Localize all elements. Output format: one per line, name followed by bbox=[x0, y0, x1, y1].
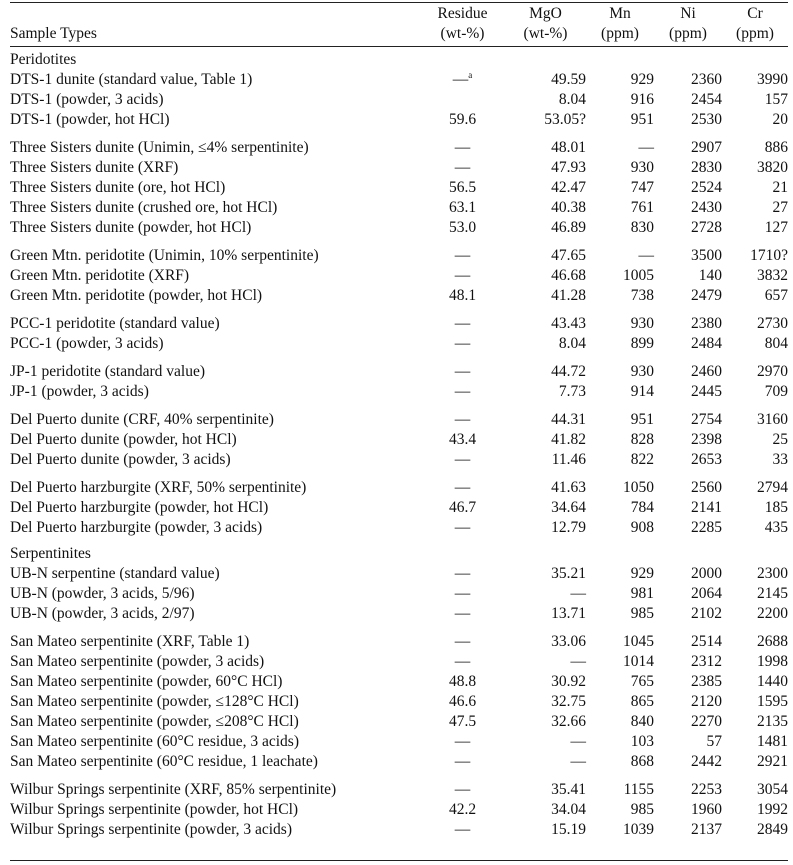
cr-cell: 157 bbox=[764, 91, 788, 108]
ni-cell: 2380 bbox=[691, 315, 722, 332]
sample-name-cell: San Mateo serpentinite (powder, 3 acids) bbox=[10, 653, 265, 670]
mgo-cell: 34.04 bbox=[551, 801, 586, 818]
sample-name-cell: Del Puerto dunite (CRF, 40% serpentinite) bbox=[10, 411, 274, 428]
mn-cell: 761 bbox=[630, 199, 654, 216]
residue-cell: — bbox=[454, 565, 471, 582]
cr-cell: 2849 bbox=[757, 821, 788, 838]
header-ni-name: Ni bbox=[680, 5, 696, 22]
cr-cell: 33 bbox=[772, 451, 788, 468]
mn-cell: 1045 bbox=[623, 633, 654, 650]
table-row bbox=[10, 780, 788, 800]
table-row bbox=[10, 652, 788, 672]
row-spacer bbox=[10, 402, 788, 410]
mn-cell: 830 bbox=[630, 219, 654, 236]
table-header bbox=[10, 4, 788, 44]
mn-cell: 951 bbox=[630, 111, 654, 128]
cr-cell: 2970 bbox=[757, 363, 788, 380]
top-rule bbox=[10, 2, 788, 3]
mn-cell: 985 bbox=[630, 801, 654, 818]
cr-cell: 2135 bbox=[757, 713, 788, 730]
residue-cell: — bbox=[454, 821, 471, 838]
cr-cell: 2200 bbox=[757, 605, 788, 622]
row-spacer bbox=[10, 470, 788, 478]
ni-cell: 2253 bbox=[691, 781, 722, 798]
residue-cell: — bbox=[454, 383, 471, 400]
residue-cell bbox=[420, 90, 505, 110]
header-ni-unit: (ppm) bbox=[669, 25, 707, 42]
mn-cell: 1155 bbox=[623, 781, 654, 798]
mgo-cell: — bbox=[570, 585, 586, 602]
table-row bbox=[10, 314, 788, 334]
sample-name-cell: Del Puerto harzburgite (XRF, 50% serpentinite) bbox=[10, 479, 307, 496]
cr-cell: 1998 bbox=[757, 653, 788, 670]
sample-name-cell: DTS-1 (powder, 3 acids) bbox=[10, 91, 164, 108]
mgo-cell: 49.59 bbox=[551, 71, 586, 88]
mgo-cell: 7.73 bbox=[558, 383, 586, 400]
mn-cell: 929 bbox=[630, 565, 654, 582]
composition-table bbox=[10, 4, 788, 840]
residue-cell: — bbox=[454, 753, 471, 770]
mgo-cell: 42.47 bbox=[551, 179, 586, 196]
header-cr-name: Cr bbox=[747, 5, 763, 22]
residue-cell: — bbox=[454, 267, 471, 284]
mgo-cell: 46.89 bbox=[551, 219, 586, 236]
residue-cell: 48.8 bbox=[448, 673, 477, 690]
mn-cell: 908 bbox=[630, 519, 654, 536]
header-mn-name: Mn bbox=[609, 5, 631, 22]
mgo-cell: 34.64 bbox=[551, 499, 586, 516]
mn-cell: 951 bbox=[630, 411, 654, 428]
header-residue-name: Residue bbox=[437, 5, 488, 22]
cr-cell: 1992 bbox=[757, 801, 788, 818]
table-row bbox=[10, 692, 788, 712]
mn-cell: 738 bbox=[630, 287, 654, 304]
sample-name-cell: San Mateo serpentinite (XRF, Table 1) bbox=[10, 633, 250, 650]
table-row bbox=[10, 218, 788, 238]
mn-cell: — bbox=[638, 247, 654, 264]
mn-cell: 981 bbox=[630, 585, 654, 602]
cr-cell: 804 bbox=[764, 335, 788, 352]
ni-cell: 2560 bbox=[691, 479, 722, 496]
sample-name-cell: JP-1 (powder, 3 acids) bbox=[10, 383, 149, 400]
sample-name-cell: PCC-1 (powder, 3 acids) bbox=[10, 335, 164, 352]
row-spacer bbox=[10, 354, 788, 362]
cr-cell: 1481 bbox=[757, 733, 788, 750]
mn-cell: 1050 bbox=[623, 479, 654, 496]
header-cr-unit: (ppm) bbox=[736, 25, 774, 42]
ni-cell: 2102 bbox=[691, 605, 722, 622]
residue-cell: 63.1 bbox=[448, 199, 477, 216]
sample-name-cell: Green Mtn. peridotite (powder, hot HCl) bbox=[10, 287, 263, 304]
ni-cell: 2479 bbox=[691, 287, 722, 304]
sample-name-cell: DTS-1 (powder, hot HCl) bbox=[10, 111, 170, 128]
mn-cell: 865 bbox=[630, 693, 654, 710]
table-row bbox=[10, 672, 788, 692]
sample-name-cell: Del Puerto harzburgite (powder, hot HCl) bbox=[10, 499, 269, 516]
sample-name-cell: Three Sisters dunite (powder, hot HCl) bbox=[10, 219, 252, 236]
mn-cell: 914 bbox=[630, 383, 654, 400]
residue-cell: 48.1 bbox=[448, 287, 477, 304]
ni-cell: 1960 bbox=[691, 801, 722, 818]
table-row bbox=[10, 382, 788, 402]
sample-name-cell: Green Mtn. peridotite (XRF) bbox=[10, 267, 190, 284]
ni-cell: 2460 bbox=[691, 363, 722, 380]
mgo-cell: 8.04 bbox=[558, 91, 586, 108]
residue-cell: — bbox=[454, 139, 471, 156]
sample-name-cell: UB-N (powder, 3 acids, 5/96) bbox=[10, 585, 195, 602]
mgo-cell: 30.92 bbox=[551, 673, 586, 690]
residue-cell: 47.5 bbox=[448, 713, 477, 730]
table-row bbox=[10, 712, 788, 732]
header-mgo-name: MgO bbox=[529, 5, 562, 22]
table-row bbox=[10, 604, 788, 624]
mgo-cell: 15.19 bbox=[551, 821, 586, 838]
residue-cell: — bbox=[454, 315, 471, 332]
table-row bbox=[10, 752, 788, 772]
table-row bbox=[10, 498, 788, 518]
sample-name-cell: UB-N serpentine (standard value) bbox=[10, 565, 220, 582]
sample-name-cell: JP-1 peridotite (standard value) bbox=[10, 363, 205, 380]
cr-cell: 1595 bbox=[757, 693, 788, 710]
row-spacer bbox=[10, 306, 788, 314]
mgo-cell: 47.65 bbox=[551, 247, 586, 264]
mgo-cell: 8.04 bbox=[558, 335, 586, 352]
sample-name-cell: Wilbur Springs serpentinite (powder, 3 acids) bbox=[10, 821, 292, 838]
table-row bbox=[10, 246, 788, 266]
ni-cell: 2754 bbox=[691, 411, 722, 428]
ni-cell: 2270 bbox=[691, 713, 722, 730]
mgo-cell: 41.63 bbox=[551, 479, 586, 496]
residue-cell: — bbox=[454, 451, 471, 468]
sample-name-cell: San Mateo serpentinite (powder, 60°C HCl) bbox=[10, 673, 283, 690]
ni-cell: 2907 bbox=[691, 139, 722, 156]
table-row bbox=[10, 518, 788, 538]
ni-cell: 2141 bbox=[691, 499, 722, 516]
sample-name-cell: Del Puerto harzburgite (powder, 3 acids) bbox=[10, 519, 263, 536]
section-title: Serpentinites bbox=[10, 545, 91, 562]
cr-cell: 1440 bbox=[757, 673, 788, 690]
mgo-cell: 32.66 bbox=[551, 713, 586, 730]
cr-cell: 185 bbox=[764, 499, 788, 516]
mgo-cell: 44.31 bbox=[551, 411, 586, 428]
residue-cell: 43.4 bbox=[448, 431, 477, 448]
cr-cell: 886 bbox=[764, 139, 788, 156]
mn-cell: 822 bbox=[630, 451, 654, 468]
table-row bbox=[10, 178, 788, 198]
mn-cell: 1014 bbox=[623, 653, 654, 670]
table-row bbox=[10, 362, 788, 382]
residue-cell: — bbox=[454, 479, 471, 496]
row-spacer bbox=[10, 238, 788, 246]
residue-cell: — bbox=[454, 159, 471, 176]
table-row bbox=[10, 158, 788, 178]
table-row bbox=[10, 266, 788, 286]
mgo-cell: 40.38 bbox=[551, 199, 586, 216]
residue-cell: 53.0 bbox=[448, 219, 477, 236]
residue-cell: — bbox=[454, 781, 471, 798]
ni-cell: 2524 bbox=[691, 179, 722, 196]
mgo-cell: — bbox=[570, 733, 586, 750]
section-row bbox=[10, 544, 788, 564]
sample-name-cell: Wilbur Springs serpentinite (XRF, 85% serpentinite) bbox=[10, 781, 337, 798]
mn-cell: 930 bbox=[630, 159, 654, 176]
ni-cell: 57 bbox=[706, 733, 722, 750]
sample-name-cell: Del Puerto dunite (powder, 3 acids) bbox=[10, 451, 231, 468]
table-row bbox=[10, 286, 788, 306]
table-row bbox=[10, 138, 788, 158]
ni-cell: 2514 bbox=[691, 633, 722, 650]
cr-cell: 3990 bbox=[757, 71, 788, 88]
sample-name-cell: San Mateo serpentinite (powder, ≤128°C HCl) bbox=[10, 693, 299, 710]
table-row bbox=[10, 110, 788, 130]
ni-cell: 2728 bbox=[691, 219, 722, 236]
cr-cell: 3160 bbox=[757, 411, 788, 428]
mgo-cell: 12.79 bbox=[551, 519, 586, 536]
row-spacer bbox=[10, 624, 788, 632]
mgo-cell: 35.21 bbox=[551, 565, 586, 582]
cr-cell: 20 bbox=[772, 111, 788, 128]
mn-cell: 828 bbox=[630, 431, 654, 448]
mn-cell: 985 bbox=[630, 605, 654, 622]
cr-cell: 435 bbox=[764, 519, 788, 536]
sample-name-cell: DTS-1 dunite (standard value, Table 1) bbox=[10, 71, 253, 88]
mn-cell: 840 bbox=[630, 713, 654, 730]
ni-cell: 2653 bbox=[691, 451, 722, 468]
mn-cell: — bbox=[638, 139, 654, 156]
ni-cell: 2484 bbox=[691, 335, 722, 352]
residue-cell: — bbox=[454, 733, 471, 750]
mgo-cell: — bbox=[570, 653, 586, 670]
sample-name-cell: San Mateo serpentinite (powder, ≤208°C HCl) bbox=[10, 713, 299, 730]
header-mgo-unit: (wt-%) bbox=[523, 25, 568, 42]
table-row bbox=[10, 450, 788, 470]
mn-cell: 916 bbox=[630, 91, 654, 108]
ni-cell: 2445 bbox=[691, 383, 722, 400]
mgo-cell: 47.93 bbox=[551, 159, 586, 176]
cr-cell: 3832 bbox=[757, 267, 788, 284]
ni-cell: 2137 bbox=[691, 821, 722, 838]
sample-name-cell: San Mateo serpentinite (60°C residue, 1 leachate) bbox=[10, 753, 318, 770]
cr-cell: 3054 bbox=[757, 781, 788, 798]
table-row bbox=[10, 430, 788, 450]
table-row bbox=[10, 90, 788, 110]
header-residue-unit: (wt-%) bbox=[440, 25, 485, 42]
residue-cell: — bbox=[454, 411, 471, 428]
mn-cell: 930 bbox=[630, 315, 654, 332]
residue-cell: — bbox=[454, 585, 471, 602]
sample-name-cell: Three Sisters dunite (Unimin, ≤4% serpentinite) bbox=[10, 139, 309, 156]
residue-cell: — bbox=[454, 335, 471, 352]
mgo-cell: 44.72 bbox=[551, 363, 586, 380]
mgo-cell: 53.05? bbox=[544, 111, 586, 128]
sample-name-cell: Wilbur Springs serpentinite (powder, hot HCl) bbox=[10, 801, 299, 818]
sample-name-cell: PCC-1 peridotite (standard value) bbox=[10, 315, 220, 332]
table-row bbox=[10, 198, 788, 218]
mgo-cell: 11.46 bbox=[551, 451, 586, 468]
table-row bbox=[10, 632, 788, 652]
sample-name-cell: Del Puerto dunite (powder, hot HCl) bbox=[10, 431, 237, 448]
residue-cell: 46.6 bbox=[448, 693, 477, 710]
mgo-cell: 41.82 bbox=[551, 431, 586, 448]
row-spacer bbox=[10, 130, 788, 138]
sample-name-cell: UB-N (powder, 3 acids, 2/97) bbox=[10, 605, 195, 622]
residue-cell: — bbox=[454, 605, 471, 622]
residue-cell: 56.5 bbox=[448, 179, 477, 196]
mn-cell: 1005 bbox=[623, 267, 654, 284]
ni-cell: 2312 bbox=[691, 653, 722, 670]
table-row bbox=[10, 564, 788, 584]
header-mn-unit: (ppm) bbox=[601, 25, 639, 42]
residue-cell: — bbox=[454, 653, 471, 670]
footnote-marker: a bbox=[468, 70, 473, 80]
table-row bbox=[10, 478, 788, 498]
table-row bbox=[10, 584, 788, 604]
table-row bbox=[10, 820, 788, 840]
bottom-rule bbox=[10, 860, 788, 861]
ni-cell: 2398 bbox=[691, 431, 722, 448]
residue-cell: — bbox=[454, 519, 471, 536]
sample-name-cell: Green Mtn. peridotite (Unimin, 10% serpentinite) bbox=[10, 247, 319, 264]
cr-cell: 21 bbox=[772, 179, 788, 196]
mgo-cell: — bbox=[570, 753, 586, 770]
mn-cell: 765 bbox=[630, 673, 654, 690]
ni-cell: 2285 bbox=[691, 519, 722, 536]
cr-cell: 1710? bbox=[750, 247, 788, 264]
ni-cell: 2064 bbox=[691, 585, 722, 602]
mgo-cell: 46.68 bbox=[551, 267, 586, 284]
table-row bbox=[10, 70, 788, 90]
section-title: Peridotites bbox=[10, 51, 77, 68]
ni-cell: 2530 bbox=[691, 111, 722, 128]
ni-cell: 2000 bbox=[691, 565, 722, 582]
residue-cell: 59.6 bbox=[448, 111, 477, 128]
mgo-cell: 43.43 bbox=[551, 315, 586, 332]
cr-cell: 127 bbox=[764, 219, 788, 236]
residue-cell: — bbox=[454, 633, 471, 650]
cr-cell: 2300 bbox=[757, 565, 788, 582]
mn-cell: 747 bbox=[630, 179, 654, 196]
section-row bbox=[10, 50, 788, 70]
mn-cell: 899 bbox=[630, 335, 654, 352]
ni-cell: 2430 bbox=[691, 199, 722, 216]
cr-cell: 27 bbox=[772, 199, 788, 216]
cr-cell: 2730 bbox=[757, 315, 788, 332]
mgo-cell: 48.01 bbox=[551, 139, 586, 156]
ni-cell: 2454 bbox=[691, 91, 722, 108]
cr-cell: 3820 bbox=[757, 159, 788, 176]
ni-cell: 3500 bbox=[691, 247, 722, 264]
table-row bbox=[10, 410, 788, 430]
sample-name-cell: Three Sisters dunite (XRF) bbox=[10, 159, 179, 176]
cr-cell: 657 bbox=[764, 287, 788, 304]
ni-cell: 2442 bbox=[691, 753, 722, 770]
cr-cell: 2794 bbox=[757, 479, 788, 496]
cr-cell: 25 bbox=[772, 431, 788, 448]
cr-cell: 709 bbox=[764, 383, 788, 400]
mgo-cell: 32.75 bbox=[551, 693, 586, 710]
ni-cell: 2385 bbox=[691, 673, 722, 690]
header-sample-types: Sample Types bbox=[10, 25, 97, 42]
mgo-cell: 13.71 bbox=[551, 605, 586, 622]
cr-cell: 2921 bbox=[757, 753, 788, 770]
mgo-cell: 35.41 bbox=[551, 781, 586, 798]
mn-cell: 784 bbox=[630, 499, 654, 516]
sample-name-cell: Three Sisters dunite (ore, hot HCl) bbox=[10, 179, 226, 196]
table-row bbox=[10, 800, 788, 820]
sample-name-cell: San Mateo serpentinite (60°C residue, 3 acids) bbox=[10, 733, 299, 750]
ni-cell: 2360 bbox=[691, 71, 722, 88]
residue-cell: — bbox=[454, 247, 471, 264]
residue-cell: 46.7 bbox=[448, 499, 477, 516]
sample-name-cell: Three Sisters dunite (crushed ore, hot HCl) bbox=[10, 199, 278, 216]
cr-cell: 2688 bbox=[757, 633, 788, 650]
mgo-cell: 41.28 bbox=[551, 287, 586, 304]
ni-cell: 2120 bbox=[691, 693, 722, 710]
mn-cell: 103 bbox=[630, 733, 654, 750]
mn-cell: 929 bbox=[630, 71, 654, 88]
residue-cell: — bbox=[454, 363, 471, 380]
table-row bbox=[10, 732, 788, 752]
mgo-cell: 33.06 bbox=[551, 633, 586, 650]
ni-cell: 2830 bbox=[691, 159, 722, 176]
table-row bbox=[10, 334, 788, 354]
mn-cell: 868 bbox=[630, 753, 654, 770]
table-body bbox=[10, 44, 788, 840]
ni-cell: 140 bbox=[698, 267, 722, 284]
cr-cell: 2145 bbox=[757, 585, 788, 602]
mn-cell: 930 bbox=[630, 363, 654, 380]
row-spacer bbox=[10, 772, 788, 780]
residue-cell: —$^a$ bbox=[452, 70, 473, 88]
mn-cell: 1039 bbox=[623, 821, 654, 838]
residue-cell: 42.2 bbox=[448, 801, 477, 818]
